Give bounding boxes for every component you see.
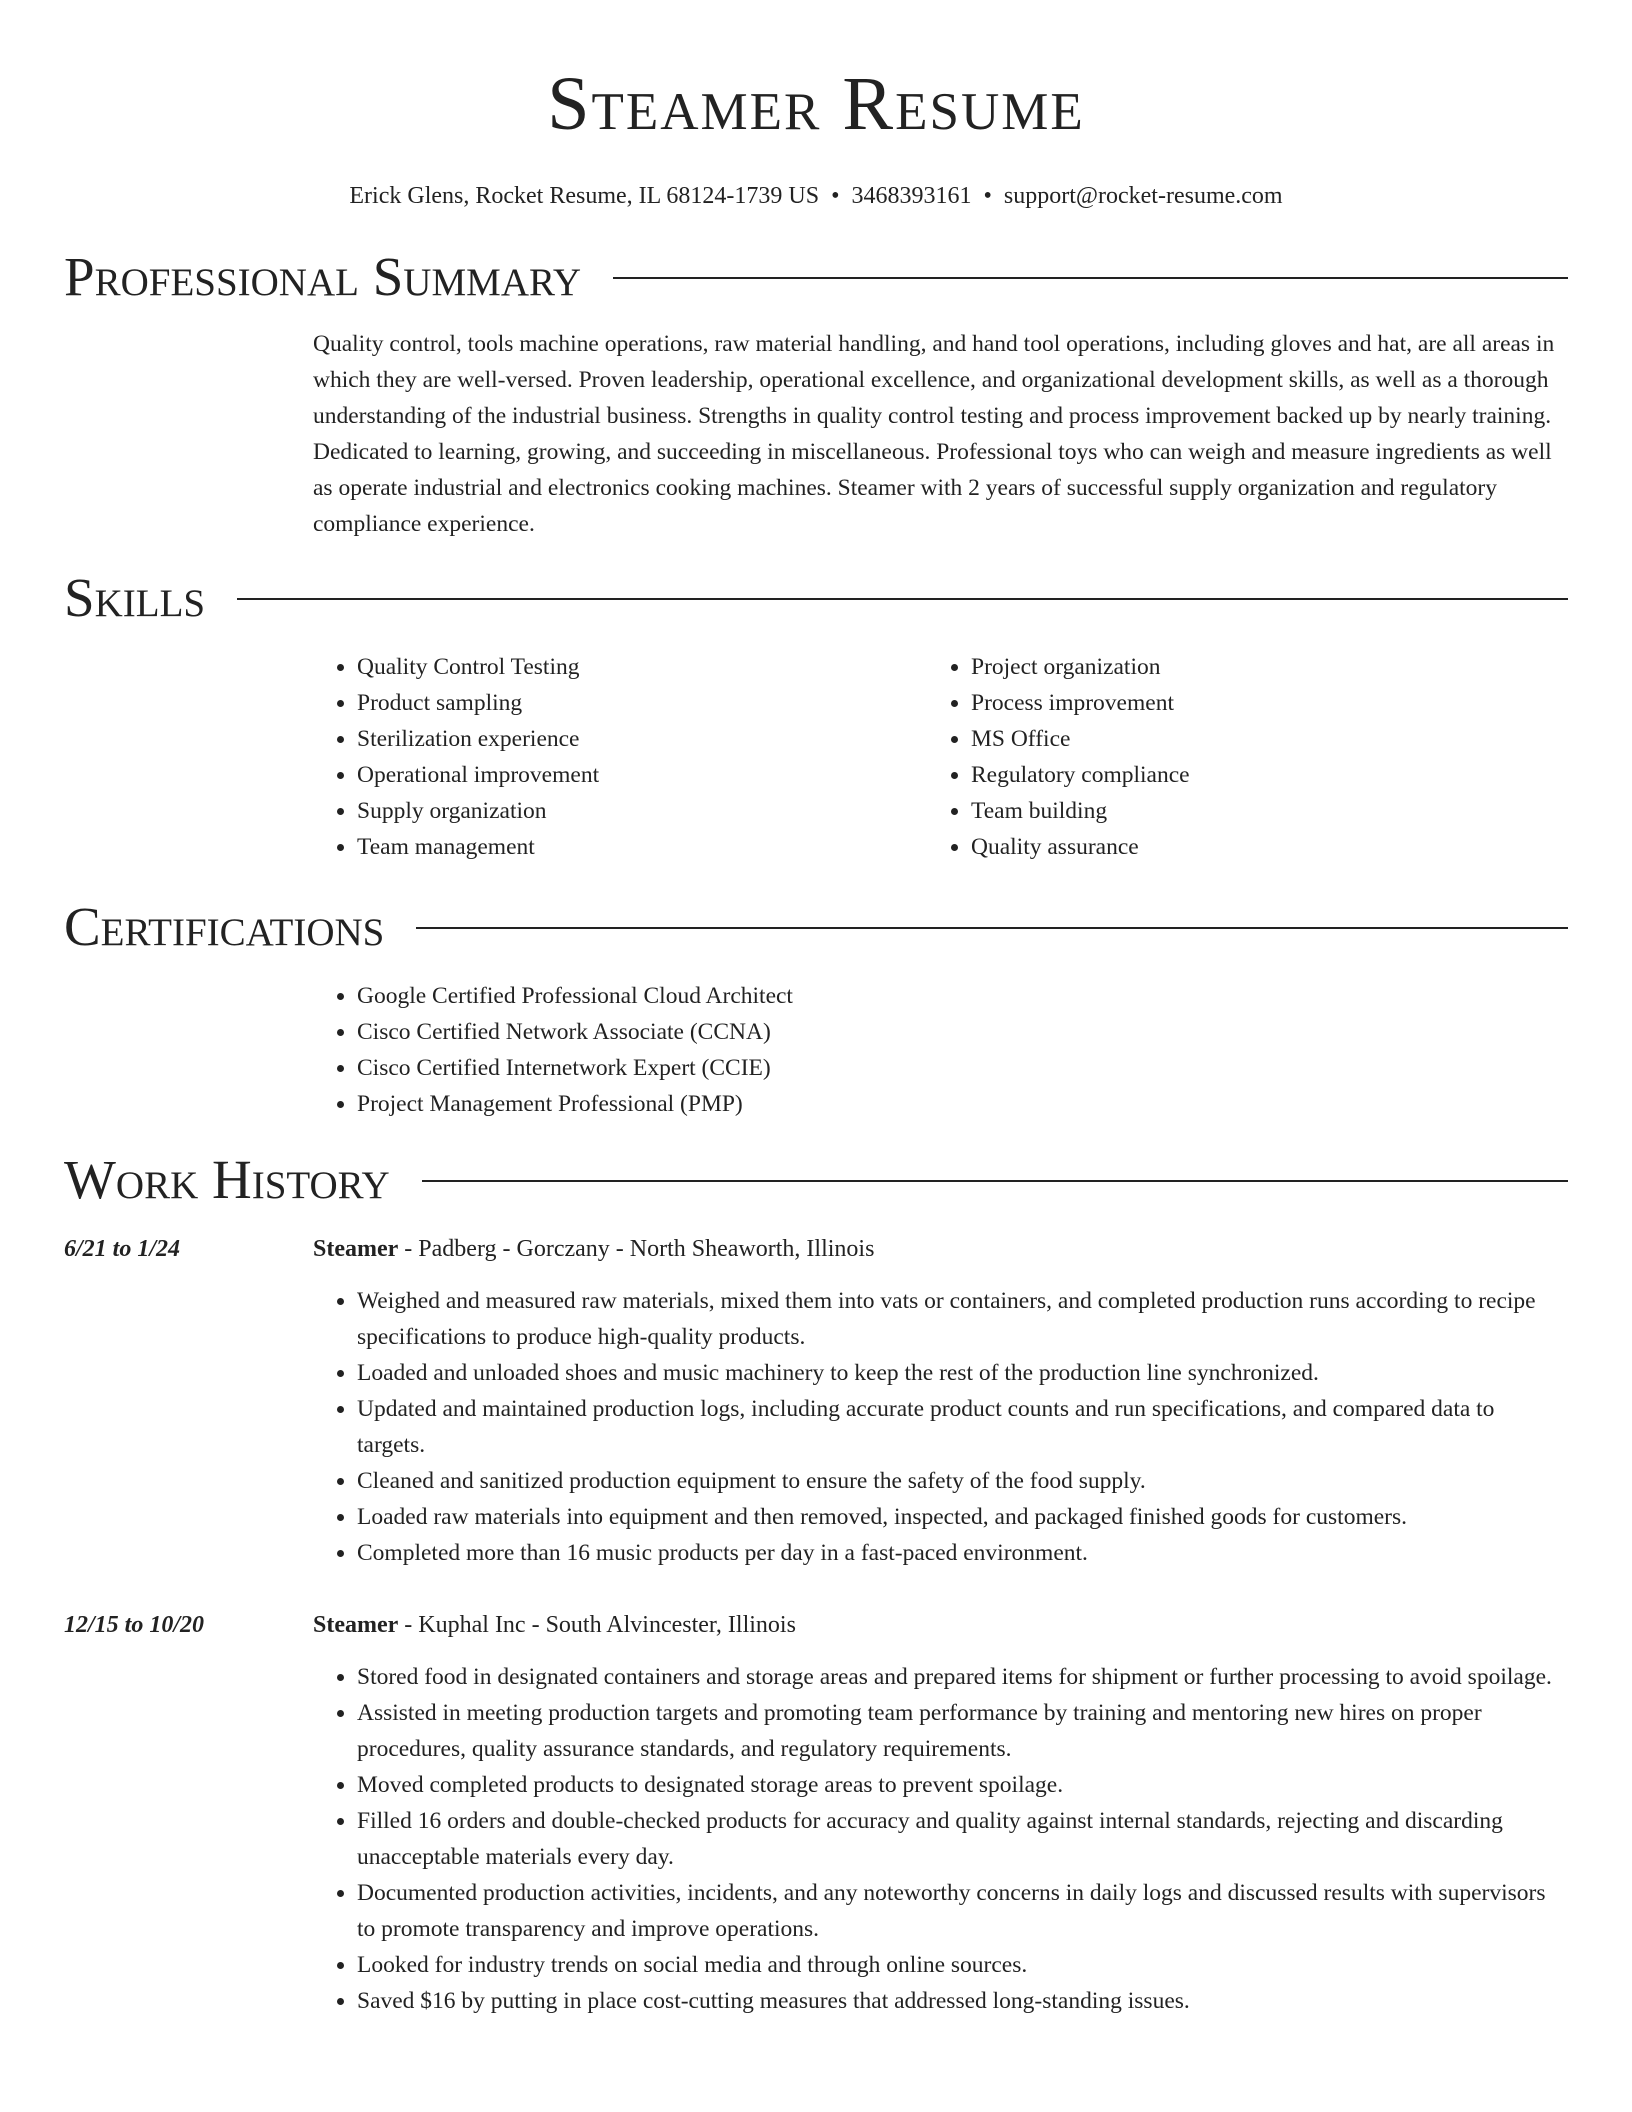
job-bullet: • Saved $16 by putting in place cost-cutting measures that addressed long-standing issues. — [357, 1983, 1568, 2019]
skills-heading: Skills — [64, 566, 206, 628]
certification-item: • Cisco Certified Internetwork Expert (CCIE) — [357, 1050, 1568, 1086]
summary-heading: Professional Summary — [64, 245, 582, 307]
section-divider — [422, 1180, 1568, 1182]
job-employer-location: - Padberg - Gorczany - North Sheaworth, Illinois — [398, 1235, 875, 1262]
contact-separator: • — [983, 183, 992, 209]
job-bullet: • Loaded raw materials into equipment and then removed, inspected, and packaged finished goods for customers. — [357, 1499, 1568, 1535]
skill-item: • MS Office — [971, 721, 1541, 757]
job-title: Steamer — [313, 1235, 399, 1262]
skill-item: • Team management — [357, 829, 927, 865]
skills-list — [313, 649, 1568, 865]
job-bullet: • Looked for industry trends on social media and through online sources. — [357, 1947, 1568, 1983]
skills-section-header — [64, 566, 1568, 628]
contact-phone: 3468393161 — [851, 183, 972, 209]
job-responsibilities — [313, 1283, 1568, 1571]
skill-item: • Sterilization experience — [357, 721, 927, 757]
work-history-heading: Work History — [64, 1148, 390, 1210]
skill-item: • Process improvement — [971, 685, 1541, 721]
contact-email: support@rocket-resume.com — [1003, 183, 1283, 209]
job-bullet: • Documented production activities, incidents, and any noteworthy concerns in daily logs and discussed results with supervisors to promote transparency and improve operations. — [357, 1875, 1568, 1947]
summary-section-header — [64, 245, 1568, 307]
job-entry — [64, 1231, 1568, 1267]
certifications-heading: Certifications — [64, 895, 385, 957]
contact-separator: • — [831, 183, 840, 209]
skill-item: • Product sampling — [357, 685, 927, 721]
job-employer-location: - Kuphal Inc - South Alvincester, Illinois — [398, 1611, 796, 1638]
job-bullet: • Updated and maintained production logs, including accurate product counts and run specifications, and compared data to targets. — [357, 1391, 1568, 1463]
contact-address: Erick Glens, Rocket Resume, IL 68124-1739 US — [349, 183, 820, 209]
section-divider — [416, 927, 1568, 929]
skill-item: • Quality Control Testing — [357, 649, 927, 685]
job-bullet: • Weighed and measured raw materials, mixed them into vats or containers, and completed production runs according to recipe specifications to produce high-quality products. — [357, 1283, 1568, 1355]
skills-column-right — [927, 649, 1541, 865]
job-bullet: • Moved completed products to designated storage areas to prevent spoilage. — [357, 1767, 1568, 1803]
certification-item: • Google Certified Professional Cloud Architect — [357, 978, 1568, 1014]
job-bullet: • Stored food in designated containers and storage areas and prepared items for shipment or further processing to avoid spoilage. — [357, 1659, 1568, 1695]
skill-item: • Project organization — [971, 649, 1541, 685]
certification-item: • Cisco Certified Network Associate (CCNA) — [357, 1014, 1568, 1050]
contact-line — [64, 182, 1568, 211]
skill-item: • Supply organization — [357, 793, 927, 829]
job-entry — [64, 1607, 1568, 1643]
job-bullet: • Assisted in meeting production targets and promoting team performance by training and mentoring new hires on proper procedures, quality assurance standards, and regulatory requirements. — [357, 1695, 1568, 1767]
job-dates: 6/21 to 1/24 — [64, 1235, 181, 1262]
skill-item: • Regulatory compliance — [971, 757, 1541, 793]
job-responsibilities — [313, 1659, 1568, 2019]
certifications-section-header — [64, 895, 1568, 957]
skill-item: • Operational improvement — [357, 757, 927, 793]
resume-title: Steamer Resume — [547, 62, 1085, 146]
certification-item: • Project Management Professional (PMP) — [357, 1086, 1568, 1122]
job-title: Steamer — [313, 1611, 399, 1638]
job-heading — [313, 1231, 874, 1267]
skill-item: • Team building — [971, 793, 1541, 829]
skill-item: • Quality assurance — [971, 829, 1541, 865]
job-heading — [313, 1607, 796, 1643]
section-divider — [613, 277, 1568, 279]
job-bullet: • Filled 16 orders and double-checked products for accuracy and quality against internal standards, rejecting and discarding unacceptable materials every day. — [357, 1803, 1568, 1875]
summary-text: Quality control, tools machine operations, raw material handling, and hand tool operations, including gloves and hat, are all areas in which they are well-versed. Proven leadership, operational excellence, and organizational development skills, as well as a thorough understanding of the industrial business. Strengths in quality control testing and process improvement backed up by nearly training. Dedicated to learning, growing, and succeeding in miscellaneous. Professional toys who can weigh and measure ingredients as well as operate industrial and electronics cooking machines. Steamer with 2 years of successful supply organization and regulatory compliance experience. — [313, 330, 1555, 537]
job-bullet: • Loaded and unloaded shoes and music machinery to keep the rest of the production line synchronized. — [357, 1355, 1568, 1391]
job-bullet: • Completed more than 16 music products per day in a fast-paced environment. — [357, 1535, 1568, 1571]
certifications-list — [313, 978, 1568, 1122]
work-history-section-header — [64, 1148, 1568, 1210]
section-divider — [237, 598, 1568, 600]
job-dates: 12/15 to 10/20 — [64, 1611, 205, 1638]
skills-column-left — [313, 649, 927, 865]
job-bullet: • Cleaned and sanitized production equipment to ensure the safety of the food supply. — [357, 1463, 1568, 1499]
